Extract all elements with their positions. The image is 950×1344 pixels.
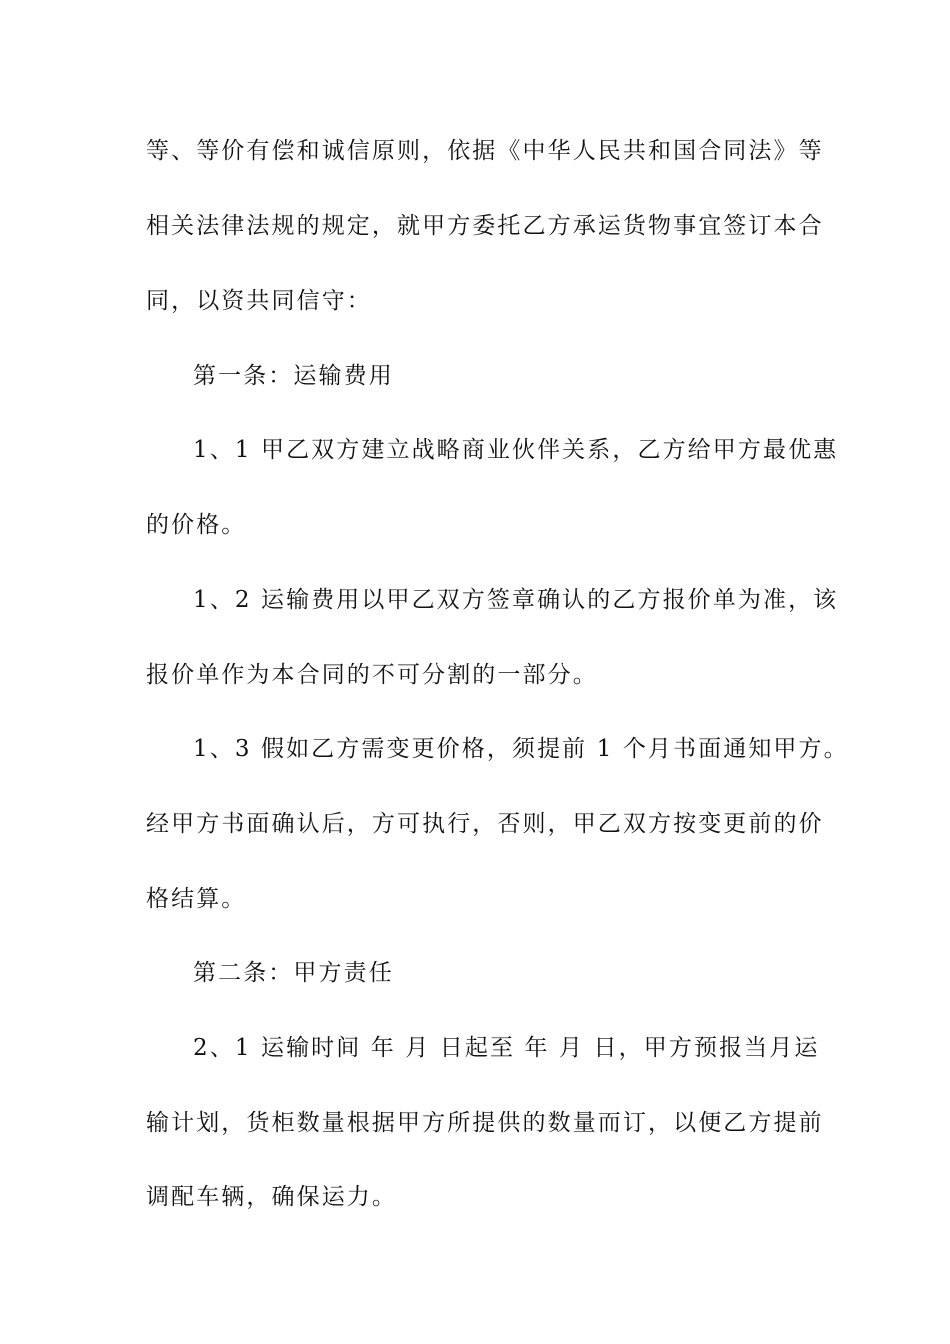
paragraph-line: 1、1 甲乙双方建立战略商业伙伴关系，乙方给甲方最优惠 (193, 437, 839, 463)
paragraph-line: 格结算。 (146, 886, 247, 912)
paragraph-line: 2、1 运输时间 年 月 日起至 年 月 日，甲方预报当月运 (193, 1035, 820, 1061)
paragraph-line: 经甲方书面确认后，方可执行，否则，甲乙双方按变更前的价 (146, 811, 824, 837)
paragraph-line: 的价格。 (146, 512, 247, 538)
paragraph-line: 输计划，货柜数量根据甲方所提供的数量而订，以便乙方提前 (146, 1110, 824, 1136)
paragraph-line: 相关法律法规的规定，就甲方委托乙方承运货物事宜签订本合 (146, 213, 824, 239)
paragraph-line: 1、2 运输费用以甲乙双方签章确认的乙方报价单为准，该 (193, 587, 839, 613)
paragraph-line: 调配车辆，确保运力。 (146, 1184, 397, 1210)
section-heading: 第一条：运输费用 (193, 363, 394, 389)
section-heading: 第二条：甲方责任 (193, 960, 394, 986)
paragraph-line: 报价单作为本合同的不可分割的一部分。 (146, 662, 598, 688)
paragraph-line: 同，以资共同信守： (146, 288, 372, 314)
paragraph-line: 等、等价有偿和诚信原则，依据《中华人民共和国合同法》等 (146, 138, 824, 164)
paragraph-line: 1、3 假如乙方需变更价格，须提前 1 个月书面通知甲方。 (193, 736, 849, 762)
